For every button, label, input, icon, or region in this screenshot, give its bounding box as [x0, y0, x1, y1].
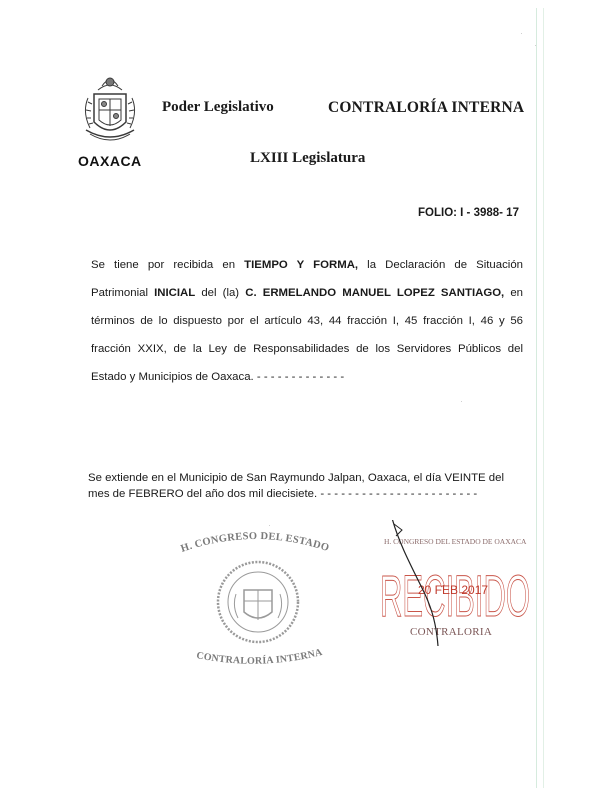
branch-title: Poder Legislativo: [162, 99, 274, 115]
received-stamp: [378, 520, 536, 650]
stamp-top-text: H. CONGRESO DEL ESTADO DE OAXACA: [384, 537, 527, 546]
stamp-date: 20 FEB 2017: [418, 583, 489, 597]
text-run-bold: TIEMPO Y FORMA,: [244, 259, 359, 271]
oaxaca-crest-icon: [80, 72, 140, 150]
declarant-name: C. ERMELANDO MANUEL LOPEZ SANTIAGO,: [245, 287, 505, 299]
paragraph-line: términos de lo dispuesto por el artículo 43, 44 fracción I, 45 fracción I, 46 y 56: [91, 315, 523, 327]
closing-paragraph: [88, 470, 528, 502]
office-title: CONTRALORÍA INTERNA: [328, 99, 525, 116]
paragraph-line: [91, 279, 523, 307]
svg-text:H. CONGRESO DEL ESTADO: [180, 531, 331, 555]
scan-speck: ·: [534, 40, 537, 50]
text-run: Se tiene por recibida en: [91, 259, 245, 271]
closing-line: mes de FEBRERO del año dos mil diecisiete. - - - - - - - - - - - - - - - - - - - - - - -: [88, 488, 478, 500]
text-run: la Declaración de Situación: [358, 259, 524, 271]
svg-text:CONTRALORÍA INTERNA: [195, 647, 324, 667]
text-run: del (la): [195, 287, 246, 299]
page-edge-line: [536, 8, 544, 788]
congress-seal: [176, 530, 336, 670]
legislature-title: LXIII Legislatura: [250, 150, 366, 166]
stamp-bottom-text: CONTRALORIA: [410, 626, 493, 638]
stamp-word: RECIBIDO: [380, 564, 530, 629]
paragraph-line: Estado y Municipios de Oaxaca. - - - - - - - - - - - - -: [91, 371, 345, 383]
scan-speck: ·: [268, 520, 271, 530]
text-run: Patrimonial: [91, 287, 155, 299]
declaration-paragraph: [91, 251, 523, 391]
paragraph-line: [91, 251, 523, 279]
scan-speck: ·: [520, 28, 523, 38]
paragraph-line: fracción XXIX, de la Ley de Responsabilidades de los Servidores Públicos del: [91, 343, 523, 355]
seal-top-text: H. CONGRESO DEL ESTADO: [179, 530, 331, 555]
text-run: en: [504, 287, 523, 299]
state-name: OAXACA: [78, 153, 142, 169]
folio-number: FOLIO: I - 3988- 17: [418, 207, 519, 219]
closing-line: Se extiende en el Municipio de San Raymundo Jalpan, Oaxaca, el día VEINTE del: [88, 472, 505, 484]
text-run-bold: INICIAL: [154, 287, 196, 299]
seal-bottom-text: CONTRALORÍA INTERNA: [195, 646, 324, 667]
scan-speck: ·: [460, 396, 463, 406]
